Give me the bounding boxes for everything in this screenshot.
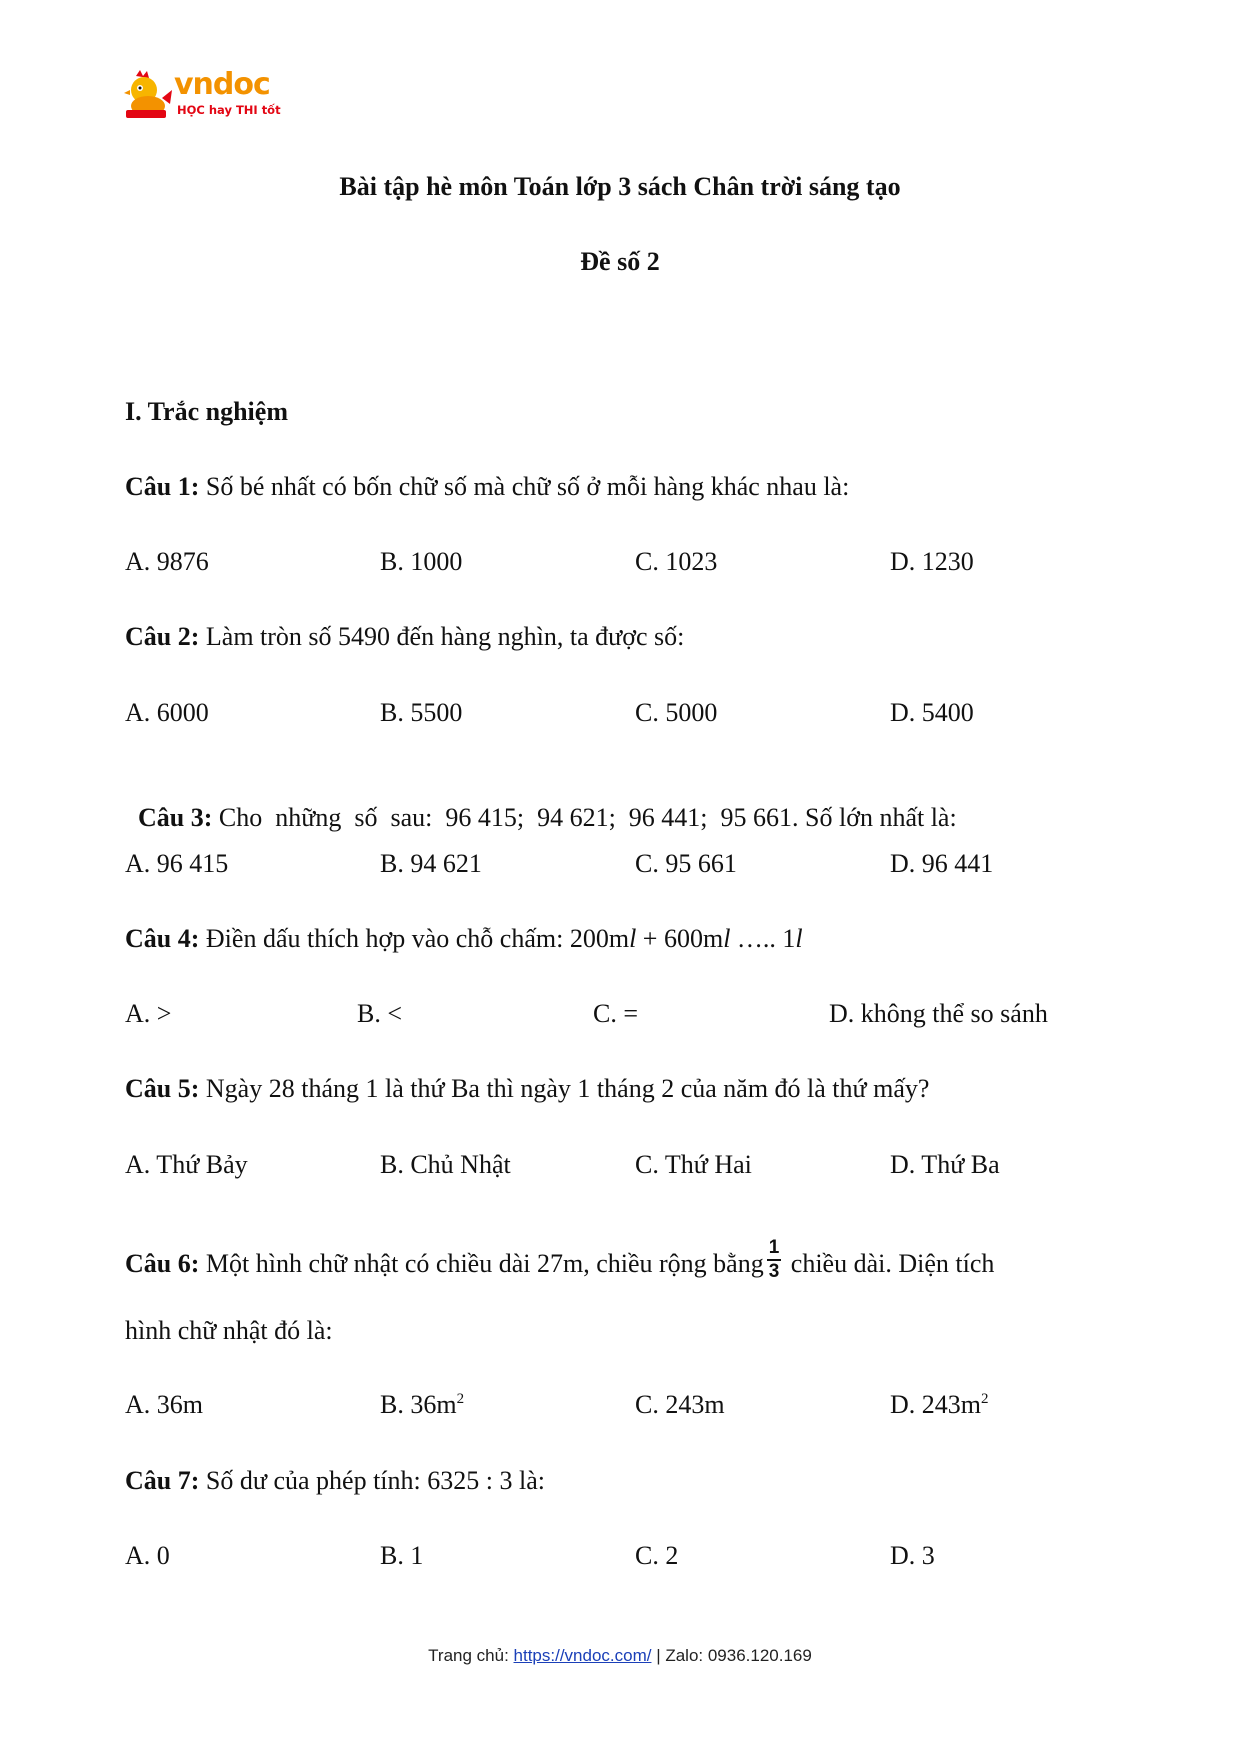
option-b: B. Chủ Nhật [380,1150,511,1179]
question-label: Câu 1: [125,472,200,501]
footer-contact: | Zalo: 0936.120.169 [651,1646,812,1665]
unit-liter: l [723,924,731,953]
option-d: D. 96 441 [890,849,994,878]
page-footer [0,1646,1240,1666]
question-text: Một hình chữ nhật có chiều dài 27m, chiều rộng bằng [199,1248,764,1278]
question-label: Câu 2: [125,622,200,651]
option-a: A. 0 [125,1541,170,1570]
question-label: Câu 7: [125,1466,200,1495]
question-text: Làm tròn số 5490 đến hàng nghìn, ta được số: [199,622,685,651]
section-heading: I. Trắc nghiệm [125,397,288,426]
option-b: B. < [357,999,403,1028]
logo-brand-text: vndoc [174,67,270,102]
unit-liter: l [629,924,637,953]
question-2 [125,622,684,652]
option-b: B. $36m^2$ [380,1390,465,1419]
question-text: Số dư của phép tính: 6325 : 3 là: [199,1466,545,1495]
question-label: Câu 3: [138,803,213,832]
question-4 [125,924,803,954]
option-c: C. 2 [635,1541,679,1570]
option-d: D. 1230 [890,547,974,576]
fraction [767,1237,782,1283]
option-b: B. 5500 [380,698,463,727]
question-label: Câu 6: [125,1248,200,1278]
fraction-denominator: 3 [768,1261,780,1282]
question-text: Điền dấu thích hợp vào chỗ chấm: 200m [199,924,630,953]
question-text: Số bé nhất có bốn chữ số mà chữ số ở mỗi hàng khác nhau là: [199,472,850,501]
footer-home-link[interactable]: https://vndoc.com/ [513,1646,652,1665]
option-a: A. 6000 [125,698,209,727]
question-1 [125,472,849,502]
unit-liter: l [795,924,803,953]
question-label: Câu 5: [125,1074,200,1103]
document-subtitle: Đề số 2 [580,247,660,276]
option-a: A. 9876 [125,547,209,576]
question-text: ….. 1 [730,924,796,953]
question-3 [125,773,957,833]
question-6 [125,1237,995,1289]
option-d: D. Thứ Ba [890,1150,1000,1179]
document-title: Bài tập hè môn Toán lớp 3 sách Chân trời sáng tạo [339,172,901,201]
option-a: A. 36m [125,1390,203,1419]
option-a: A. > [125,999,172,1028]
option-d: D. không thể so sánh [829,999,1048,1028]
option-b: B. 94 621 [380,849,482,878]
option-a: A. Thứ Bảy [125,1150,248,1179]
logo-slogan: HỌC hay THI tốt [177,103,281,117]
question-6-line-2: hình chữ nhật đó là: [125,1316,333,1345]
option-c: C. 243m [635,1390,725,1419]
option-d: D. 5400 [890,698,974,727]
question-text: + 600m [636,924,724,953]
option-a: A. 96 415 [125,849,229,878]
question-text: Ngày 28 tháng 1 là thứ Ba thì ngày 1 tháng 2 của năm đó là thứ mấy? [199,1074,930,1103]
option-c: C. 95 661 [635,849,737,878]
question-5 [125,1074,929,1104]
rooster-mascot-icon [122,70,174,120]
option-c: C. 5000 [635,698,718,727]
question-text: chiều dài. Diện tích [784,1248,995,1278]
question-text: Cho những số sau: 96 415; 94 621; 96 441; 95 661. Số lớn nhất là: [212,803,957,832]
option-d: D. 3 [890,1541,935,1570]
option-c: C. = [593,999,639,1028]
footer-prefix: Trang chủ: [428,1646,514,1665]
fraction-numerator: 1 [767,1237,782,1261]
option-b: B. 1 [380,1541,424,1570]
question-7 [125,1466,545,1496]
option-c: C. Thứ Hai [635,1150,752,1179]
option-c: C. 1023 [635,547,718,576]
option-d: D. $243m^2$ [890,1390,989,1419]
question-label: Câu 4: [125,924,200,953]
option-b: B. 1000 [380,547,463,576]
vndoc-logo [122,66,292,126]
